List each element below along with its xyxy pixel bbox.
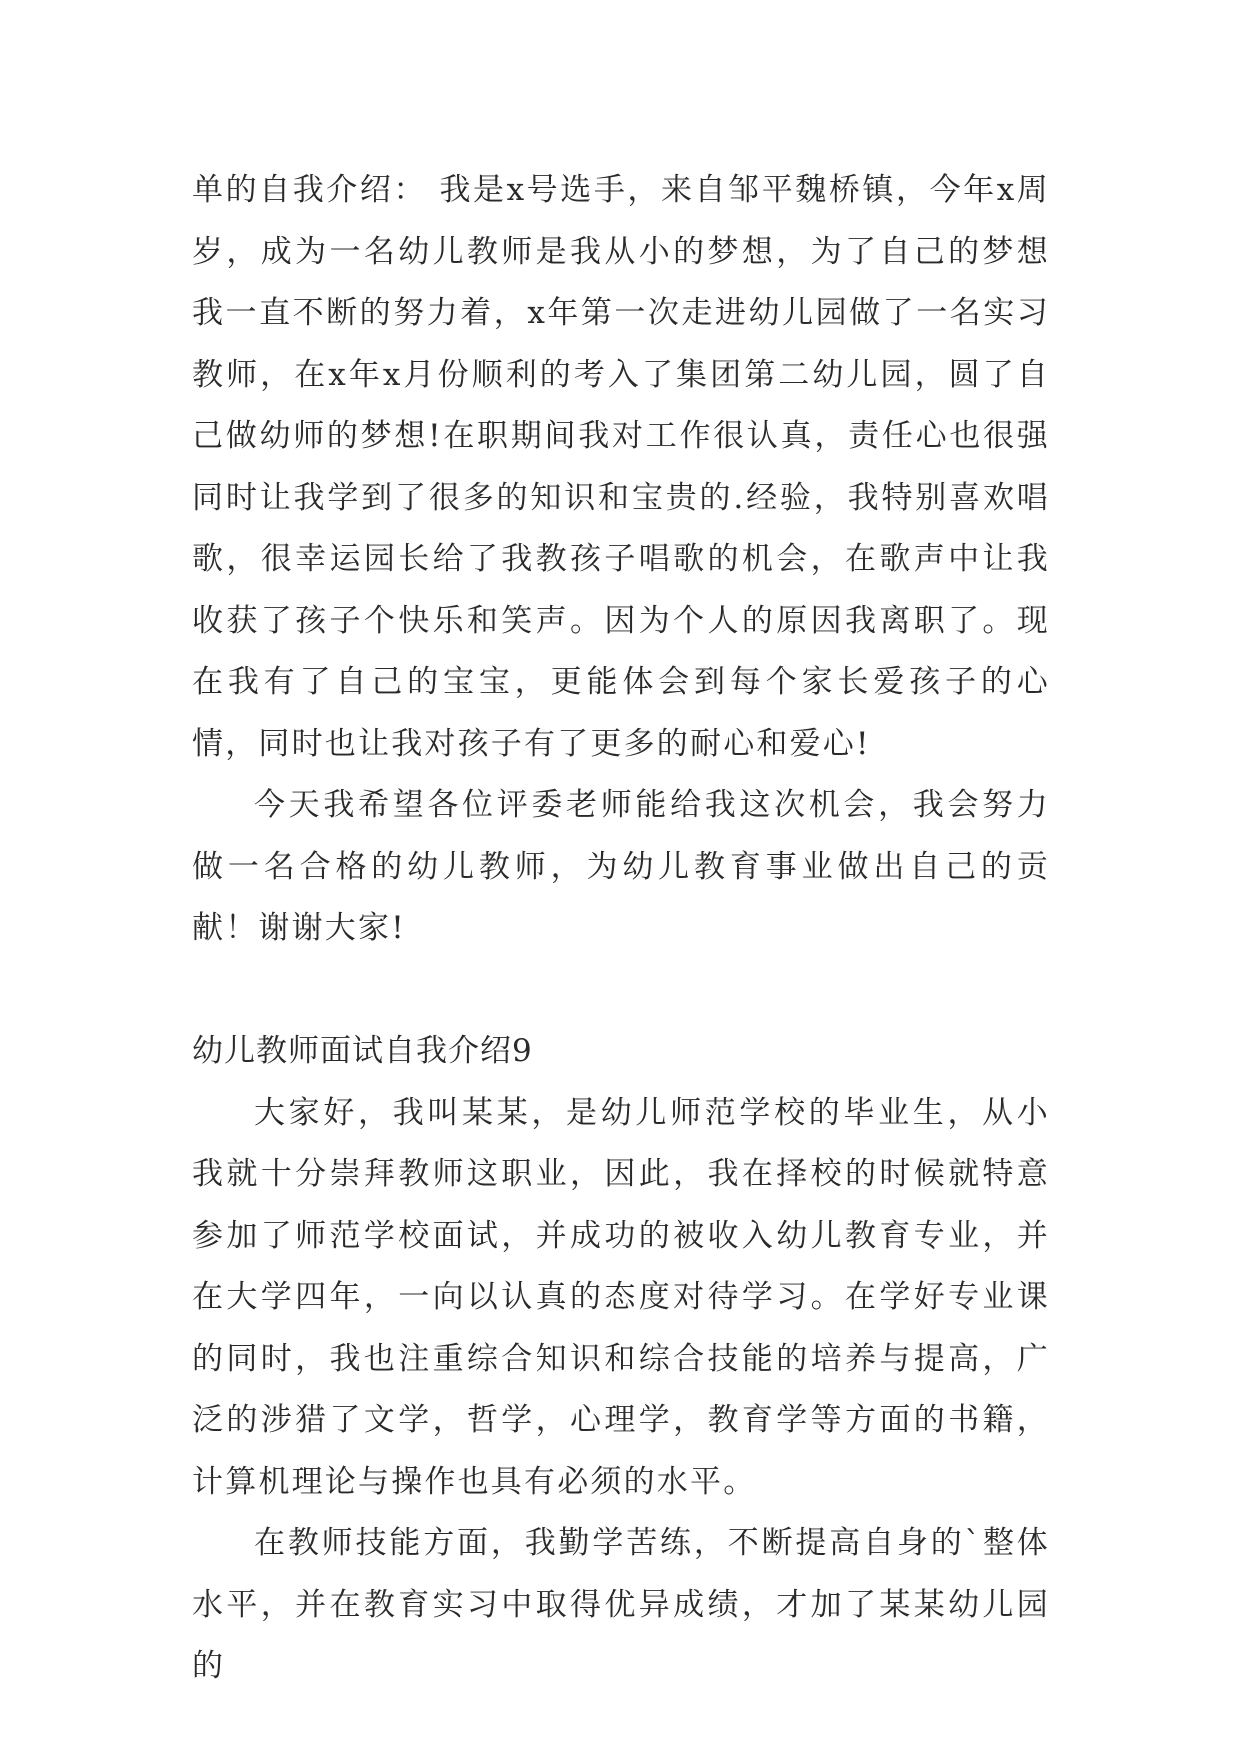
document-body xyxy=(192,160,1050,1698)
body-paragraph: 单的自我介绍： 我是x号选手，来自邹平魏桥镇，今年x周岁，成为一名幼儿教师是我从小的梦想，为了自己的梦想我一直不断的努力着，x年第一次走进幼儿园做了一名实习教师，在x年x月份顺利的考入了集团第二幼儿园，圆了自己做幼师的梦想!在职期间我对工作很认真，责任心也很强同时让我学到了很多的知识和宝贵的.经验，我特别喜欢唱歌，很幸运园长给了我教孩子唱歌的机会，在歌声中让我收获了孩子个快乐和笑声。因为个人的原因我离职了。现在我有了自己的宝宝，更能体会到每个家长爱孩子的心情，同时也让我对孩子有了更多的耐心和爱心! xyxy=(192,172,1050,762)
body-paragraph: 今天我希望各位评委老师能给我这次机会，我会努力做一名合格的幼儿教师，为幼儿教育事业做出自己的贡献！谢谢大家! xyxy=(192,787,1050,946)
section-heading: 幼儿教师面试自我介绍9 xyxy=(192,1033,533,1069)
body-paragraph: 在教师技能方面，我勤学苦练，不断提高自身的`整体水平，并在教育实习中取得优异成绩，才加了某某幼儿园的 xyxy=(192,1525,1050,1684)
body-paragraph: 大家好，我叫某某，是幼儿师范学校的毕业生，从小我就十分崇拜教师这职业，因此，我在择校的时候就特意参加了师范学校面试，并成功的被收入幼儿教育专业，并在大学四年，一向以认真的态度对待学习。在学好专业课的同时，我也注重综合知识和综合技能的培养与提高，广泛的涉猎了文学，哲学，心理学，教育学等方面的书籍，计算机理论与操作也具有必须的水平。 xyxy=(192,1094,1050,1500)
